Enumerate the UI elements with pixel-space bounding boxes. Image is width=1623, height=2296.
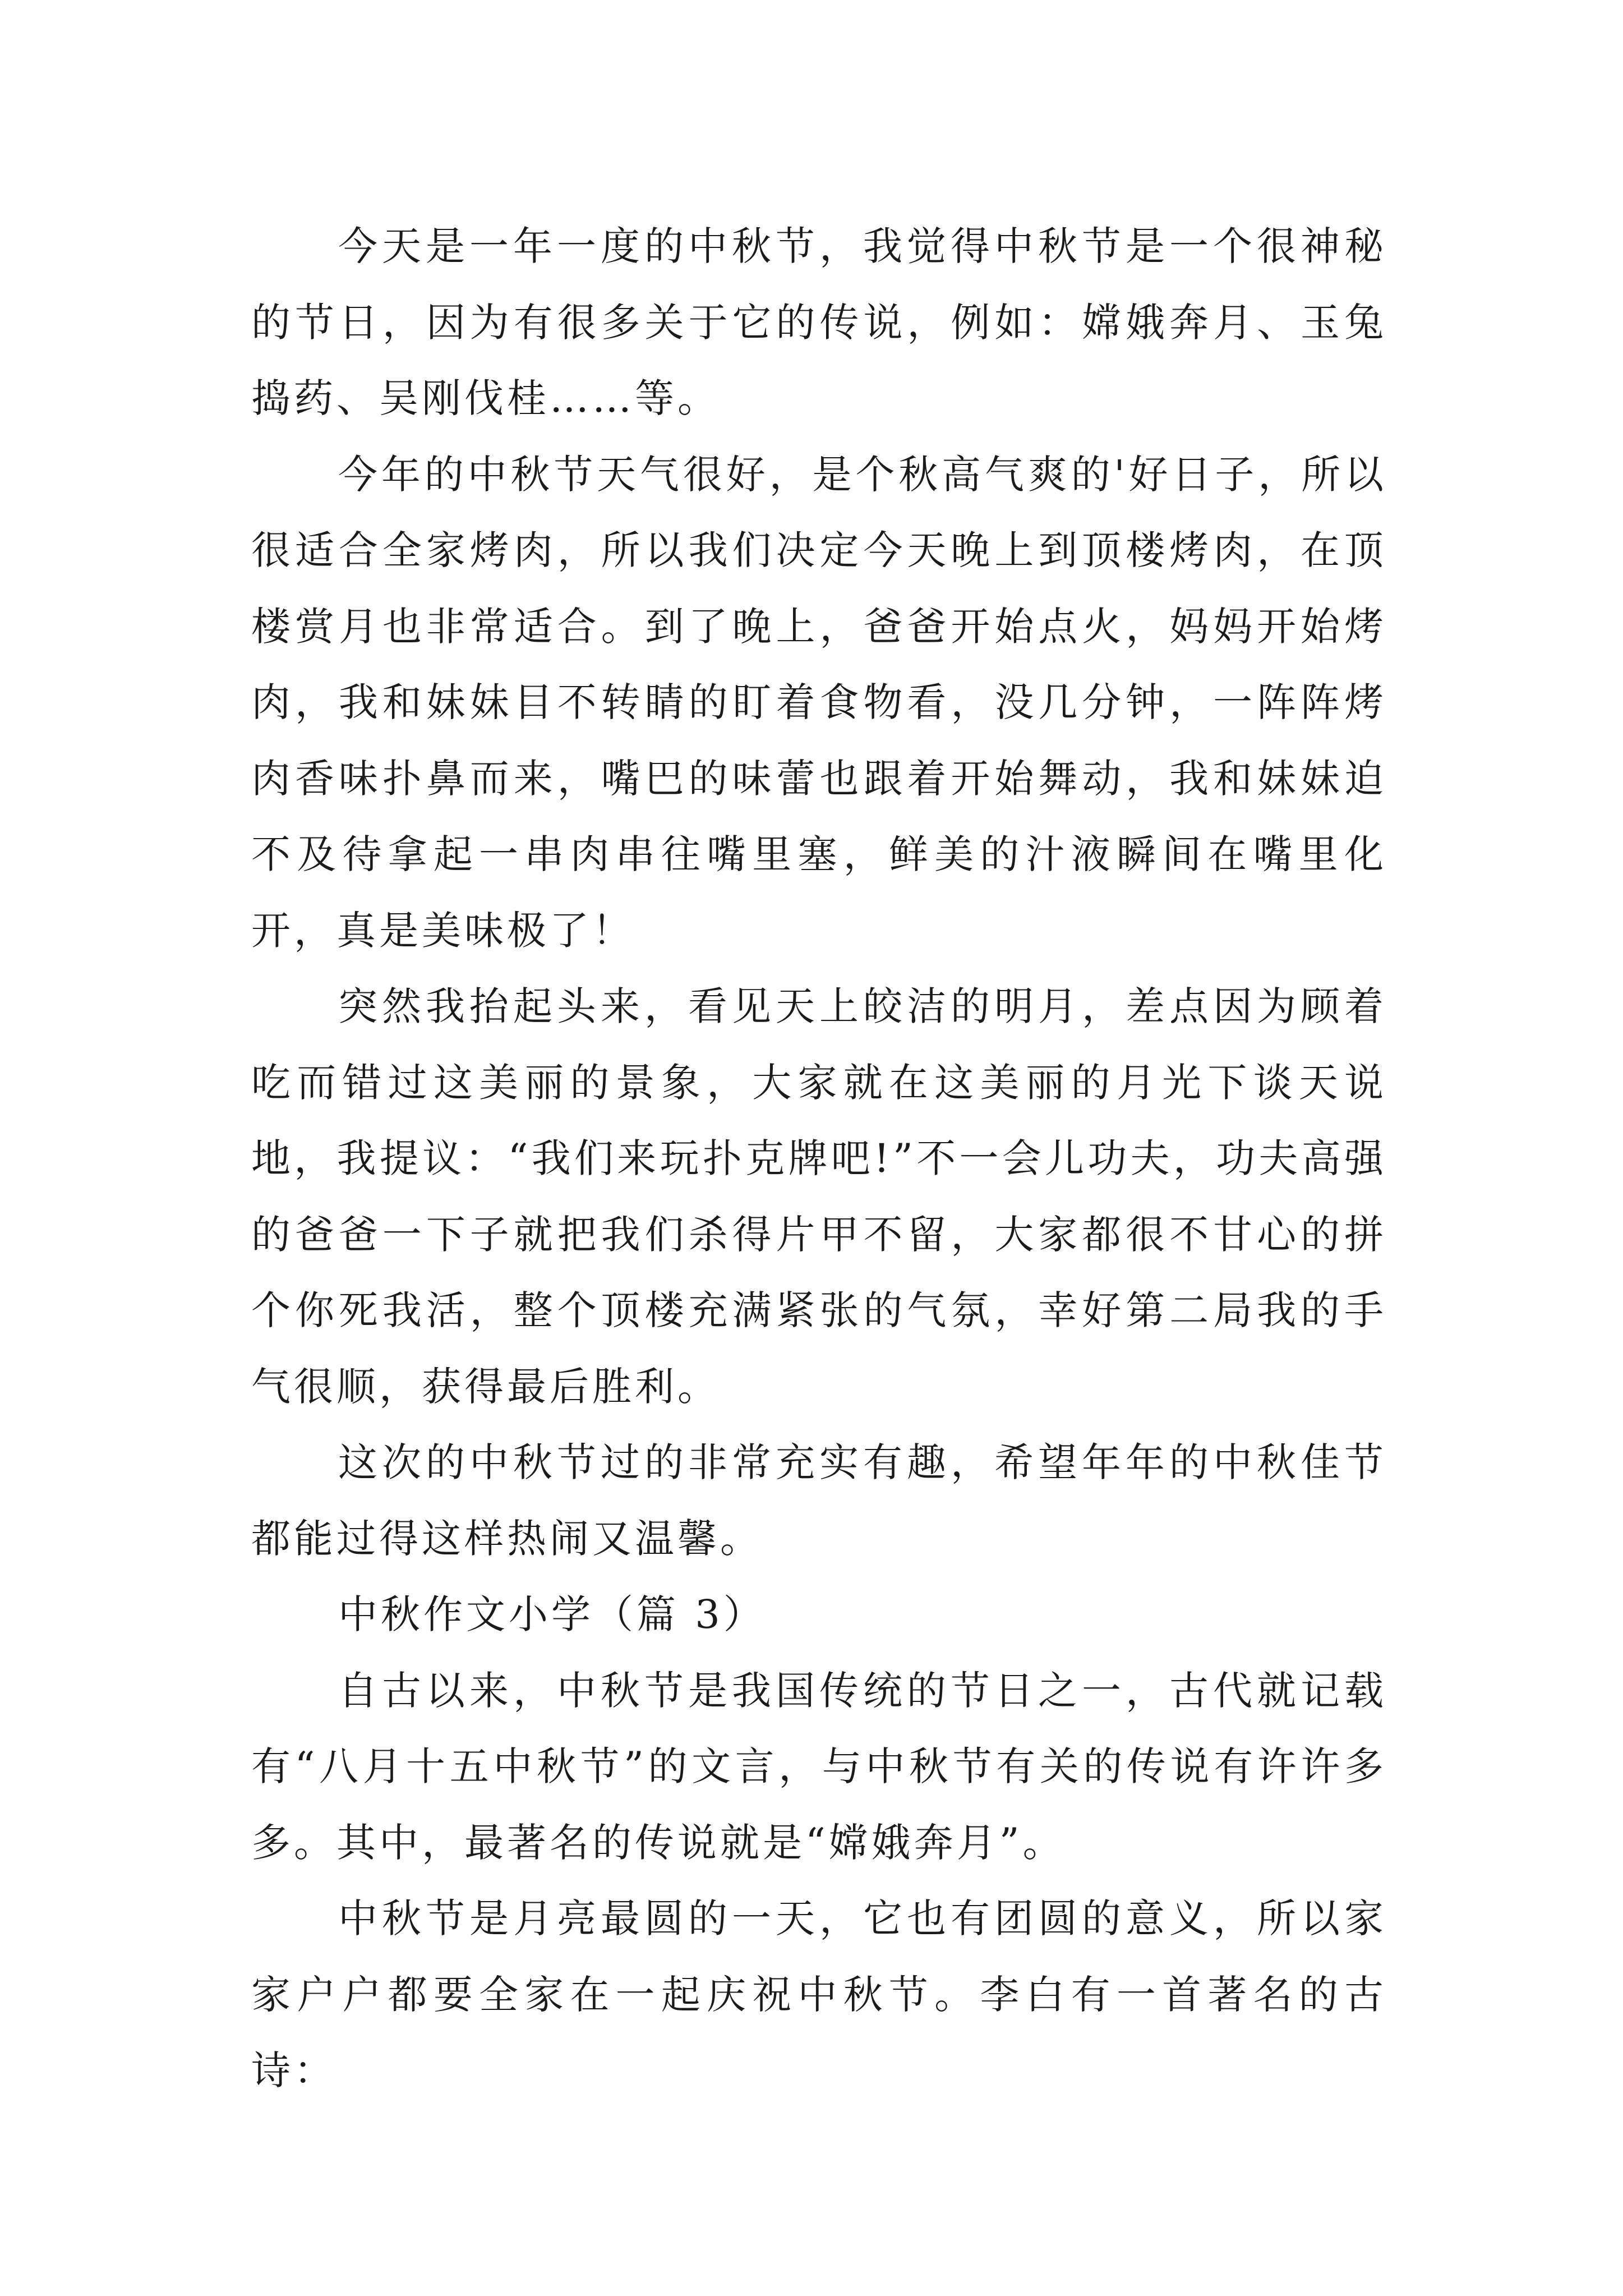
paragraph-6: 中秋节是月亮最圆的一天，它也有团圆的意义，所以家家户户都要全家在一起庆祝中秋节。李白有一首著名的古诗： (251, 1895, 1387, 2093)
document-body (251, 209, 1387, 2109)
paragraph-1: 今天是一年一度的中秋节，我觉得中秋节是一个很神秘的节日，因为有很多关于它的传说，例如：嫦娥奔月、玉兔捣药、吴刚伐桂……等。 (251, 223, 1387, 421)
paragraph-5: 自古以来，中秋节是我国传统的节日之一，古代就记载有“八月十五中秋节”的文言，与中秋节有关的传说有许许多多。其中，最著名的传说就是“嫦娥奔月”。 (251, 1667, 1387, 1866)
section-heading: 中秋作文小学（篇 3） (338, 1591, 766, 1637)
paragraph-4: 这次的中秋节过的非常充实有趣，希望年年的中秋佳节都能过得这样热闹又温馨。 (251, 1439, 1387, 1562)
paragraph-3: 突然我抬起头来，看见天上皎洁的明月，差点因为顾着吃而错过这美丽的景象，大家就在这美丽的月光下谈天说地，我提议：“我们来玩扑克牌吧!”不一会儿功夫，功夫高强的爸爸一下子就把我们杀得片甲不留，大家都很不甘心的拼个你死我活，整个顶楼充满紧张的气氛，幸好第二局我的手气很顺，获得最后胜利。 (251, 983, 1387, 1410)
paragraph-2: 今年的中秋节天气很好，是个秋高气爽的'好日子，所以很适合全家烤肉，所以我们决定今天晚上到顶楼烤肉，在顶楼赏月也非常适合。到了晚上，爸爸开始点火，妈妈开始烤肉，我和妹妹目不转睛的盯着食物看，没几分钟，一阵阵烤肉香味扑鼻而来，嘴巴的味蕾也跟着开始舞动，我和妹妹迫不及待拿起一串肉串往嘴里塞，鲜美的汁液瞬间在嘴里化开，真是美味极了！ (251, 451, 1387, 954)
